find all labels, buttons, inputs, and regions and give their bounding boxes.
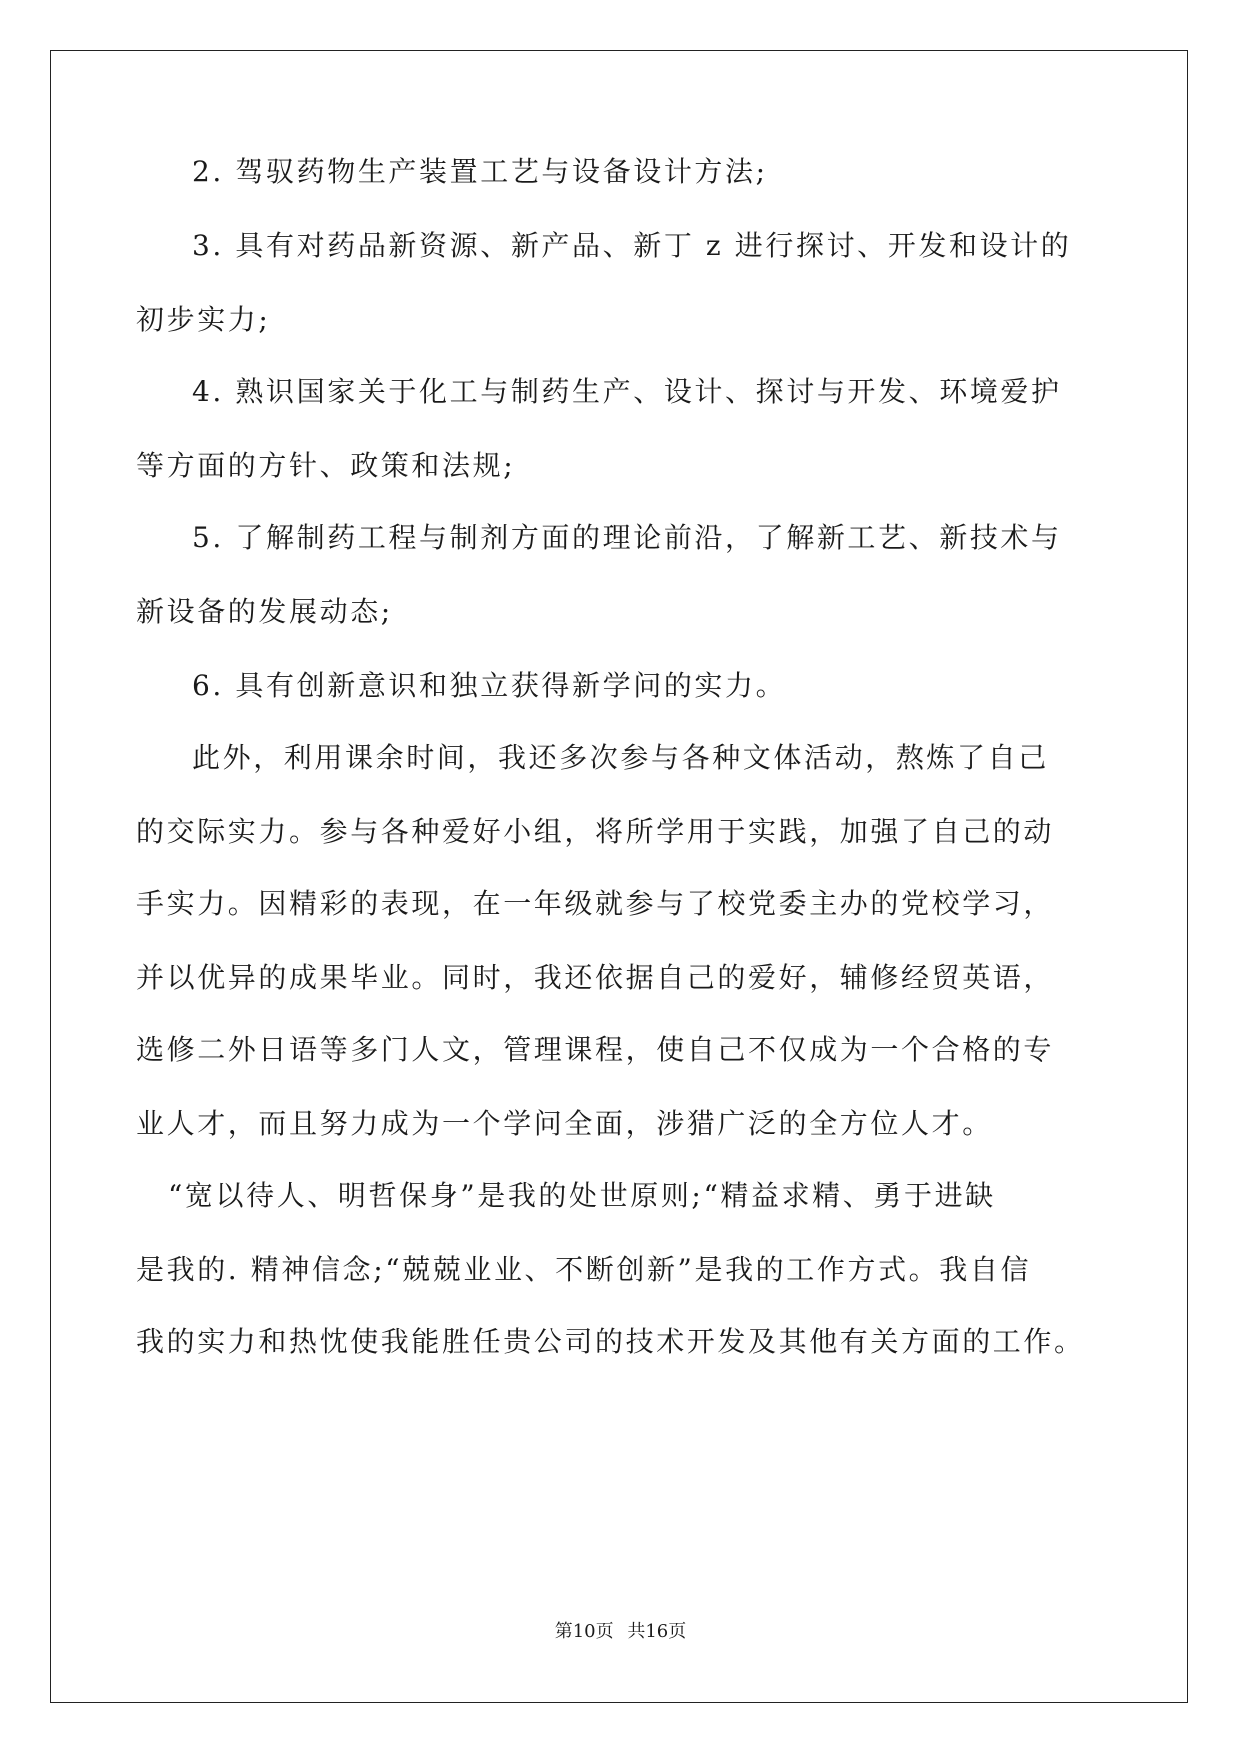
paragraph-line: 此外，利用课余时间，我还多次参与各种文体活动，熬炼了自己: [192, 741, 1049, 774]
page-border: [50, 50, 1188, 1703]
paragraph-line: 新设备的发展动态;: [136, 595, 393, 628]
paragraph-line: 我的实力和热忱使我能胜任贵公司的技术开发及其他有关方面的工作。: [136, 1325, 1085, 1358]
paragraph-line: 3. 具有对药品新资源、新产品、新丁 z 进行探讨、开发和设计的: [192, 229, 1072, 262]
paragraph-line: 业人才，而且努力成为一个学问全面，涉猎广泛的全方位人才。: [136, 1107, 993, 1140]
paragraph-line: “宽以待人、明哲保身”是我的处世原则;“精益求精、勇于进缺: [168, 1179, 996, 1212]
paragraph-line: 5. 了解制药工程与制剂方面的理论前沿，了解新工艺、新技术与: [192, 521, 1062, 554]
paragraph-line: 6. 具有创新意识和独立获得新学问的实力。: [192, 669, 787, 702]
page-number: 第10页: [554, 1621, 614, 1642]
page-footer: [0, 1620, 1241, 1644]
paragraph-line: 是我的. 精神信念;“兢兢业业、不断创新”是我的工作方式。我自信: [136, 1253, 1032, 1286]
paragraph-line: 的交际实力。参与各种爱好小组，将所学用于实践，加强了自己的动: [136, 815, 1055, 848]
paragraph-line: 手实力。因精彩的表现，在一年级就参与了校党委主办的党校学习，: [136, 887, 1055, 920]
paragraph-line: 选修二外日语等多门人文，管理课程，使自己不仅成为一个合格的专: [136, 1033, 1055, 1066]
paragraph-line: 初步实力;: [136, 303, 271, 336]
paragraph-line: 2. 驾驭药物生产装置工艺与设备设计方法;: [192, 155, 768, 188]
paragraph-line: 并以优异的成果毕业。同时，我还依据自己的爱好，辅修经贸英语，: [136, 961, 1055, 994]
page-total: 共16页: [627, 1621, 687, 1642]
paragraph-line: 等方面的方针、政策和法规;: [136, 449, 516, 482]
paragraph-line: 4. 熟识国家关于化工与制药生产、设计、探讨与开发、环境爱护: [192, 375, 1062, 408]
